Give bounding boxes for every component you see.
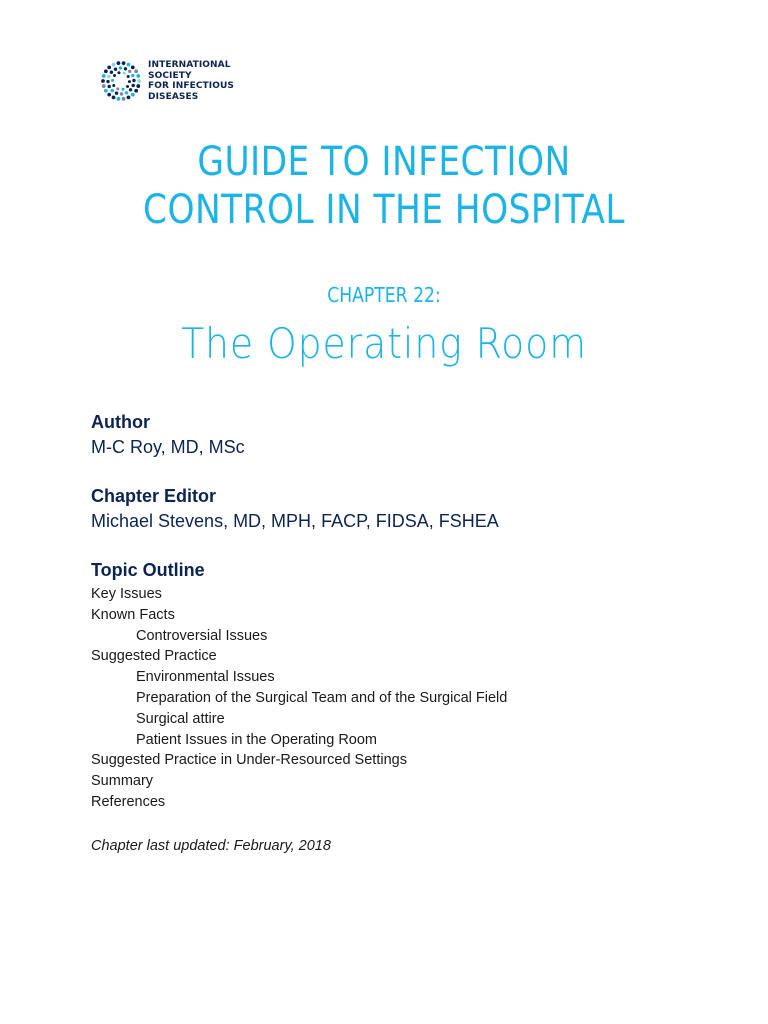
author-heading: Author (91, 412, 150, 432)
outline-item: Known Facts (91, 606, 175, 623)
logo-line: DISEASES (148, 91, 199, 102)
outline-item: References (91, 793, 166, 810)
outline-subitem: Surgical attire (136, 710, 225, 727)
last-updated-note: Chapter last updated: February, 2018 (91, 837, 331, 854)
outline-heading: Topic Outline (91, 560, 205, 580)
outline-subitem: Controversial Issues (136, 627, 268, 644)
organization-logo (100, 60, 234, 102)
isid-dotted-circle-logo-icon (100, 60, 142, 102)
title-line-2: CONTROL IN THE HOSPITAL (143, 187, 625, 233)
outline-subitem: Patient Issues in the Operating Room (136, 731, 377, 748)
editor-name: Michael Stevens, MD, MPH, FACP, FIDSA, FSHEA (91, 511, 499, 531)
outline-subitem: Preparation of the Surgical Team and of the Surgical Field (136, 689, 508, 706)
editor-heading: Chapter Editor (91, 486, 217, 506)
outline-section (91, 558, 711, 813)
outline-item: Suggested Practice in Under-Resourced Settings (91, 752, 407, 769)
outline-list (91, 584, 711, 813)
logo-line: INTERNATIONAL (148, 60, 231, 70)
outline-item: Key Issues (91, 586, 162, 602)
editor-section (91, 484, 711, 533)
chapter-label: CHAPTER 22: (327, 283, 441, 307)
document-title (54, 138, 714, 234)
chapter-info (91, 410, 711, 856)
outline-item: Summary (91, 773, 154, 790)
title-line-1: GUIDE TO INFECTION (197, 139, 571, 185)
outline-item: Suggested Practice (91, 648, 217, 665)
author-section (91, 410, 711, 459)
logo-line: SOCIETY (148, 70, 192, 81)
chapter-title: The Operating Room (181, 319, 587, 368)
author-name: M-C Roy, MD, MSc (91, 437, 245, 457)
logo-line: FOR INFECTIOUS (148, 81, 234, 91)
outline-subitem: Environmental Issues (136, 669, 275, 686)
logo-text (148, 60, 234, 102)
